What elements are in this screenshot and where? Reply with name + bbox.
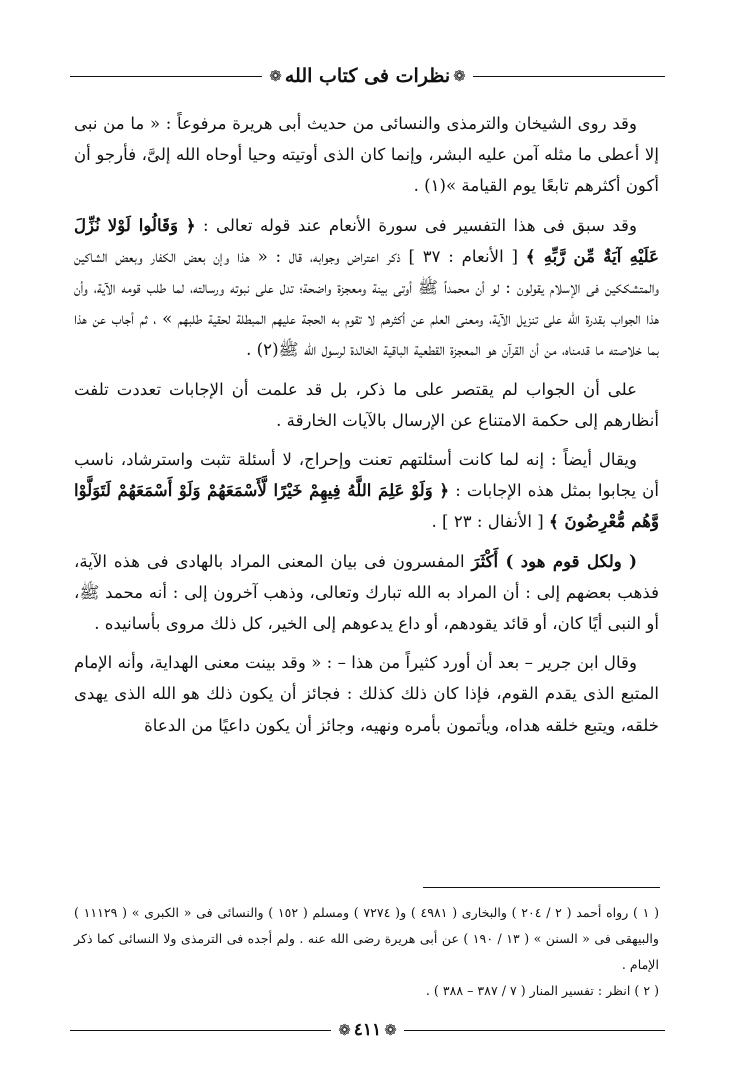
flower-ornament-icon: ❁ xyxy=(453,66,466,85)
flower-ornament-icon: ❁ xyxy=(269,66,282,85)
footer-rule-left xyxy=(70,1030,331,1031)
book-title: نظرات فى كتاب الله xyxy=(284,65,451,87)
flower-ornament-icon: ❁ xyxy=(338,1020,351,1039)
paragraph-tafsir-reference xyxy=(74,210,659,366)
paragraph-text: وقد سبق فى هذا التفسير فى سورة الأنعام عند قوله تعالى : xyxy=(195,215,638,235)
paragraph-questions xyxy=(74,444,659,538)
footnote-separator xyxy=(423,887,660,888)
paragraph-text: ويقال أيضاً : إنه لما كانت أسئلتهم تعنت وإحراج، لا أسئلة تثبت واسترشاد، ناسب أن يجابوا بمثل هذه الإجابات : xyxy=(74,450,659,501)
page-footer xyxy=(70,1018,665,1042)
paragraph-text: [ الأنعام : ٣٧ ] ذكر اعتراض وجوابه، قال : « هذا وإن بعض الكفار وبعض الشاكين والمتشككين فى الإسلام يقولون : لو أن محمداً ﷺ أوتى بينة ومعجزة واضحة؛ تدل على نبوته ورسالته، لما طلب قومه الآية، وأن هذا الجواب بقدرة الله على تنزيل الآية، ومعنى العلم عن أكثرهم لا تقوم به الحجة عليهم المبطلة لحقية طلبهم » ، ثم أجاب عن هذا بما خلاصته ما قدمناه، من أن القرآن هو المعجزة القطعية الباقية الخالدة لرسول الله ﷺ(٢) . xyxy=(74,246,659,360)
verse-heading: ( ولكل قوم هود ) أَكْثَرَ xyxy=(471,550,637,571)
header-rule-right xyxy=(473,76,665,77)
paragraph-ibn-jarir: وقال ابن جرير – بعد أن أورد كثيراً من هذا – : « وقد بينت معنى الهداية، وأنه الإمام المتبع الذى يقدم القوم، فإذا كان ذلك كذلك : فجائز أن يكون ذلك هو الله الذى يهدى خلقه، ويتبع خلقه هداه، ويأتمون بأمره ونهيه، وجائز أن يكون داعيًا من الدعاة xyxy=(74,653,659,735)
page-number: ٤١١ xyxy=(353,1020,382,1040)
quran-verse: ﴿ وَلَوْ عَلِمَ اللَّهُ فِيهِمْ خَيْرًا لَّأَسْمَعَهُمْ وَلَوْ أَسْمَعَهُمْ لَتَوَلَّوْا وَّهُم مُّعْرِضُونَ ﴾ xyxy=(74,480,659,532)
flower-ornament-icon: ❁ xyxy=(384,1020,397,1039)
footnote-1: ( ١ ) رواه أحمد ( ٢ / ٢٠٤ ) والبخارى ( ٤٩٨١ ) و( ٧٢٧٤ ) ومسلم ( ١٥٢ ) والنسائى فى « الكبرى » ( ١١١٢٩ ) والبيهقى فى « السنن » ( ١٣ / ١٩٠ ) عن أبى هريرة رضى الله عنه . ولم أجده فى الترمذى ولا النسائى كما ذكر الإمام . xyxy=(74,905,660,972)
footer-rule-right xyxy=(404,1030,665,1031)
footnote-2: ( ٢ ) انظر : تفسير المنار ( ٧ / ٣٨٧ – ٣٨٨ ) . xyxy=(425,983,659,998)
paragraph-text: [ الأنفال : ٢٣ ] . xyxy=(431,512,550,532)
main-text xyxy=(74,108,659,749)
page-number-group xyxy=(331,1020,404,1040)
paragraph-hadith: وقد روى الشيخان والترمذى والنسائى من حديث أبى هريرة مرفوعاً : « ما من نبى إلا أعطى ما مثله آمن عليه البشر، وإنما كان الذى أوتيته وحيا أوحاه الله إلىَّ، فأرجو أن أكون أكثرهم تابعًا يوم القيامة »(١) . xyxy=(74,114,659,196)
paragraph-guide-verse xyxy=(74,546,659,640)
quran-verse: ﴿ وَقَالُوا لَوْلا نُزِّلَ عَلَيْهِ آيَةٌ مِّن رَّبِّهِ ﴾ xyxy=(74,214,659,266)
header-title-group xyxy=(262,65,472,87)
paragraph-text: المفسرون فى بيان المعنى المراد بالهادى فى هذه الآية، فذهب بعضهم إلى : أن المراد به الله تبارك وتعالى، وذهب آخرون إلى : أنه محمد ﷺ، أو النبى أيًا كان، أو قائد يقودهم، أو داع يدعوهم إلى الخير، كل ذلك مروى بأسانيده . xyxy=(74,551,659,634)
footnotes xyxy=(74,900,659,1004)
paragraph-answers: على أن الجواب لم يقتصر على ما ذكر، بل قد علمت أن الإجابات تعددت تلفت أنظارهم إلى حكمة الامتناع عن الإرسال بالآيات الخارقة . xyxy=(74,379,659,430)
header-rule-left xyxy=(70,76,262,77)
running-header xyxy=(70,62,665,90)
